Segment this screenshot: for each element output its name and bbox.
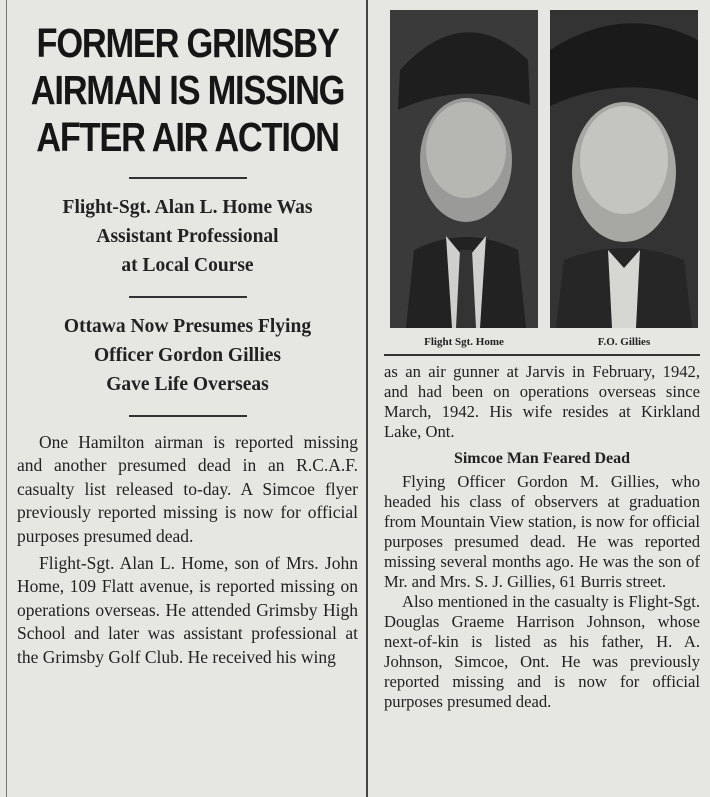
photo-row (390, 10, 700, 348)
headline-line: FORMER GRIMSBY (36, 20, 339, 66)
portrait-image (390, 10, 538, 328)
portrait-image (550, 10, 698, 328)
portrait-photo (550, 10, 698, 328)
deck-line: Flight-Sgt. Alan L. Home Was (62, 197, 313, 218)
portrait-photo (390, 10, 538, 328)
article-body-right (384, 362, 700, 712)
divider (129, 415, 247, 417)
deck-line: Officer Gordon Gillies (93, 345, 282, 366)
divider (384, 354, 700, 356)
headline (27, 20, 347, 161)
divider (129, 177, 247, 179)
photo-caption: F.O. Gillies (597, 336, 651, 348)
deck-line: Gave Life Overseas (106, 374, 269, 395)
photo-caption: Flight Sgt. Home (424, 336, 504, 348)
paragraph: Flying Officer Gordon M. Gillies, who headed his class of observers at graduation from Mountain View station, is now for official purposes presumed dead. He was reported missing several months ago. He was the son of Mr. and Mrs. S. J. Gillies, 61 Burris street. (384, 472, 700, 591)
headline-line: AFTER AIR ACTION (36, 114, 339, 160)
deck-line: Assistant Professional (96, 226, 279, 247)
deck-line: Ottawa Now Presumes Flying (63, 316, 312, 337)
paragraph: Flight-Sgt. Alan L. Home, son of Mrs. John Home, 109 Flatt avenue, is reported missing on operations overseas. He attended Grimsby High School and later was assistant professional at the Grimsby Golf Club. He received his wing (17, 553, 358, 667)
subheading: Simcoe Man Feared Dead (453, 450, 631, 467)
article-body-left (17, 431, 358, 669)
headline-line: AIRMAN IS MISSING (30, 67, 345, 113)
paragraph: Also mentioned in the casualty is Flight-Sgt. Douglas Graeme Harrison Johnson, whose next-of-kin is listed as his father, H. A. Johnson, Simcoe, Ont. He was previously reported missing and is now for official purposes presumed dead. (384, 592, 700, 711)
photo-home (390, 10, 538, 348)
divider (129, 296, 247, 298)
deck-line: at Local Course (121, 255, 254, 276)
paragraph: as an air gunner at Jarvis in February, 1942, and had been on operations overseas since March, 1942. His wife resides at Kirkland Lake, Ont. (384, 362, 700, 441)
paragraph: One Hamilton airman is reported missing and another presumed dead in an R.C.A.F. casualty list released to-day. A Simcoe flyer previously reported missing is now for official purposes presumed dead. (17, 432, 358, 546)
left-column (6, 0, 368, 797)
deck-gillies (17, 312, 358, 399)
right-column (378, 0, 704, 797)
deck-home (17, 193, 358, 280)
photo-gillies (550, 10, 698, 348)
